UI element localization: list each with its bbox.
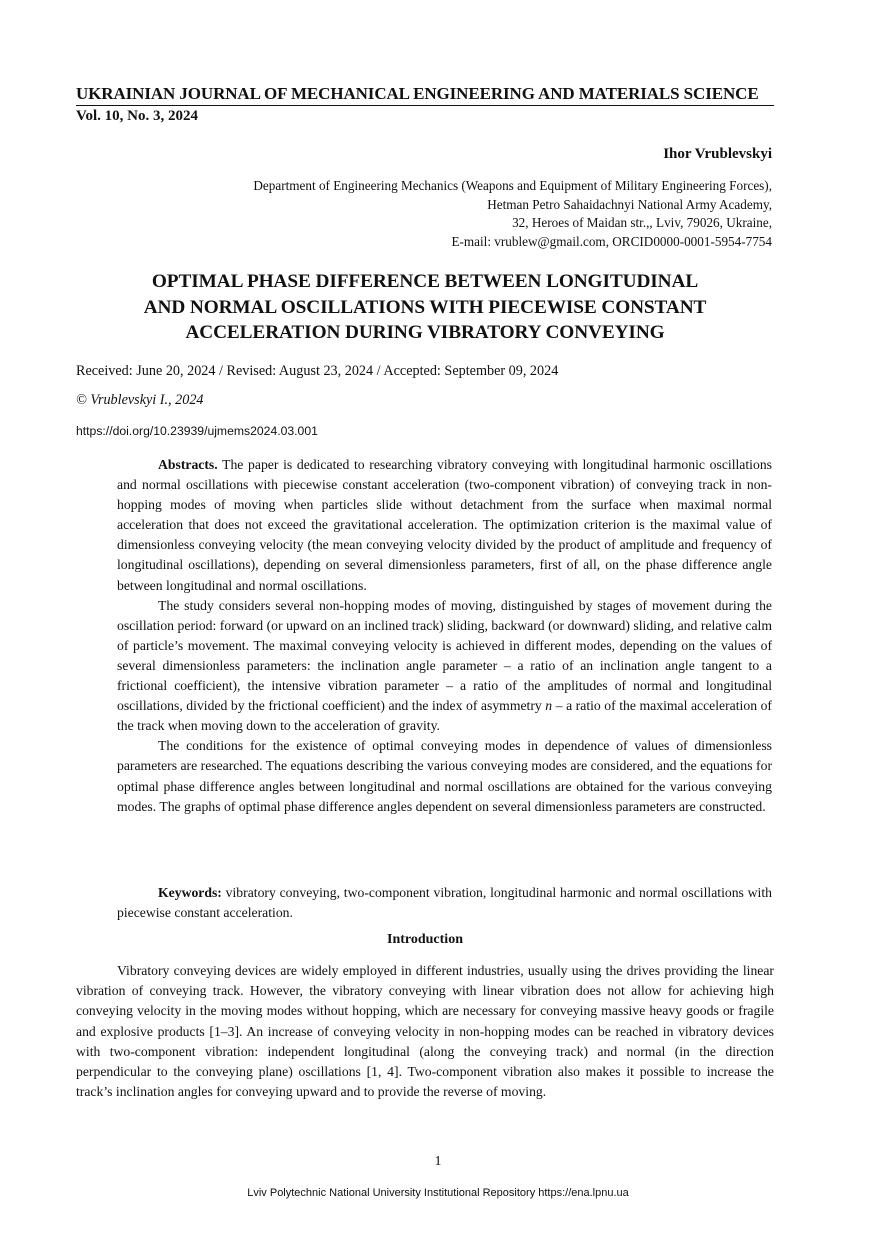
publication-dates: Received: June 20, 2024 / Revised: August 23, 2024 / Accepted: September 09, 2024	[76, 363, 559, 379]
paper-title	[76, 269, 774, 346]
title-line: AND NORMAL OSCILLATIONS WITH PIECEWISE CONSTANT	[143, 296, 707, 318]
copyright-notice: © Vrublevskyi I., 2024	[76, 392, 204, 408]
affiliation-line: 32, Heroes of Maidan str.,, Lviv, 79026, Ukraine,	[512, 215, 772, 231]
title-line: ACCELERATION DURING VIBRATORY CONVEYING	[185, 322, 665, 343]
asymmetry-variable: n	[545, 698, 553, 714]
journal-name: UKRAINIAN JOURNAL OF MECHANICAL ENGINEERING AND MATERIALS SCIENCE	[76, 84, 774, 106]
affiliation-line: Hetman Petro Sahaidachnyi National Army Academy,	[487, 196, 772, 212]
introduction-paragraph: Vibratory conveying devices are widely employed in different industries, usually using the drives providing the linear vibration of conveying track. However, the vibratory conveying with linear vibration does not allow for achieving high conveying velocity in the moving modes without hopping, which are necessary for conveying massive heavy goods or fragile and explosive products [1–3]. An increase of conveying velocity in non-hopping modes can be reached in vibratory devices with two-component vibration: independent longitudinal (along the conveying track) and normal (in the direction perpendicular to the conveying plane) oscillations [1, 4]. Two-component vibration also makes it possible to increase the track’s inclination angles for conveying upward and to provide the reverse of moving.	[76, 963, 774, 1100]
abstract-text: – a ratio of the maximal acceleration of the track when moving down to the acceleration of gravity.	[117, 698, 772, 734]
abstract-paragraph-3: The conditions for the existence of optimal conveying modes in dependence of values of dimensionless parameters are researched. The equations describing the various conveying modes are considered, and the equations for optimal phase difference angles between longitudinal and normal oscillations are obtained for the various conveying modes. The graphs of optimal phase difference angles dependent on several dimensionless parameters are constructed.	[117, 738, 772, 814]
abstract-text: The paper is dedicated to researching vibratory conveying with longitudinal harmonic oscillations and normal oscillations with piecewise constant acceleration (two-component vibration) of conveying track in non-hopping modes of moving when particles slide without detachment from the surface when maximal normal acceleration that does not exceed the gravitational acceleration. The optimization criterion is the maximal value of dimensionless conveying velocity (the mean conveying velocity divided by the product of amplitude and frequency of longitudinal oscillations), depending on several dimensionless parameters, first of all, on the phase difference angle between longitudinal and normal oscillations.	[117, 457, 772, 593]
abstract-label: Abstracts.	[158, 457, 218, 472]
section-heading-introduction: Introduction	[387, 932, 463, 947]
keywords-label: Keywords:	[158, 885, 222, 900]
title-line: OPTIMAL PHASE DIFFERENCE BETWEEN LONGITUDINAL	[151, 271, 699, 292]
page-number: 1	[434, 1154, 442, 1169]
abstract	[117, 455, 772, 817]
keywords	[117, 883, 772, 923]
author-name: Ihor Vrublevskyi	[663, 146, 772, 162]
doi-link[interactable]: https://doi.org/10.23939/ujmems2024.03.001	[76, 424, 318, 438]
abstract-text: The study considers several non-hopping modes of moving, distinguished by stages of movement during the oscillation period: forward (or upward on an inclined track) sliding, backward (or downward) sliding, and relative calm of particle’s movement. The maximal conveying velocity is achieved in different modes, depending on the values of several dimensionless parameters: the inclination angle parameter – a ratio of an inclination angle tangent to a frictional coefficient), the intensive vibration parameter – a ratio of the amplitudes of normal and longitudinal oscillations, divided by the frictional coefficient) and the index of asymmetry	[117, 597, 772, 714]
abstract-paragraph-2	[117, 596, 772, 737]
journal-volume: Vol. 10, No. 3, 2024	[76, 108, 198, 124]
author-affiliation	[152, 177, 772, 252]
affiliation-email-line: E-mail: vrublew@gmail.com, ORCID0000-0001-5954-7754	[451, 234, 772, 250]
abstract-paragraph-1	[117, 455, 772, 596]
repository-footer: Lviv Polytechnic National University Institutional Repository https://ena.lpnu.ua	[247, 1187, 629, 1199]
affiliation-line: Department of Engineering Mechanics (Weapons and Equipment of Military Engineering Forces),	[253, 178, 772, 193]
keywords-text: vibratory conveying, two-component vibration, longitudinal harmonic and normal oscillations with piecewise constant acceleration.	[117, 885, 772, 921]
